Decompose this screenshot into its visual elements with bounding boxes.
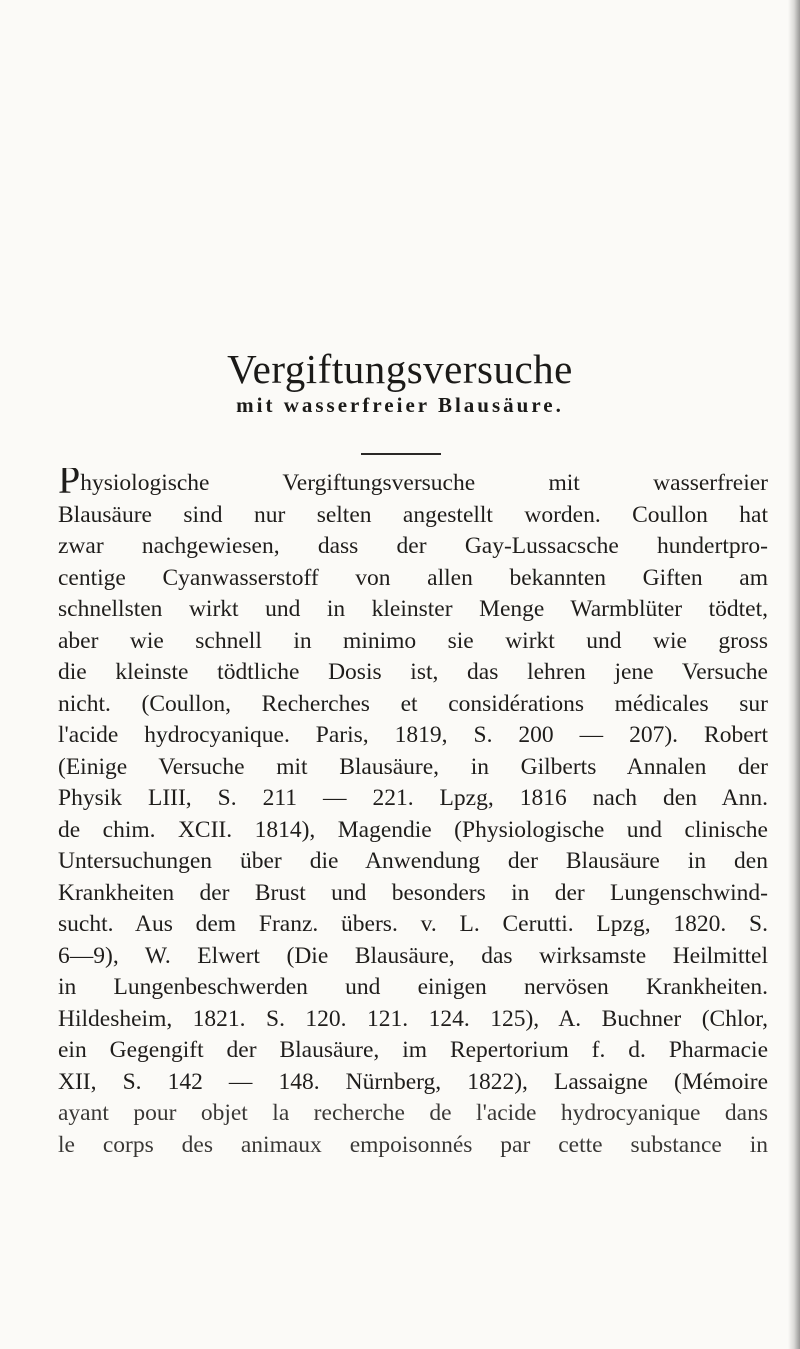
text-line-1-rest: hysiologische Vergiftungsversuche mit wasserfreier xyxy=(80,470,768,496)
text-line-7: die kleinste tödtliche Dosis ist, das lehren jene Versuche xyxy=(58,659,768,685)
text-line-21: ayant pour objet la recherche de l'acide hydrocyanique dans xyxy=(58,1100,768,1126)
text-line-10: (Einige Versuche mit Blausäure, in Gilberts Annalen der xyxy=(58,753,768,780)
text-line-6: aber wie schnell in minimo sie wirkt und wie gross xyxy=(58,627,768,654)
text-line-16: 6—9), W. Elwert (Die Blausäure, das wirksamste Heilmittel xyxy=(58,942,768,969)
text-line-22: le corps des animaux empoisonnés par cette substance in xyxy=(58,1131,768,1158)
text-line-17: in Lungenbeschwerden und einigen nervösen Krankheiten. xyxy=(58,974,768,1000)
drop-cap: P xyxy=(58,468,81,502)
section-title: Vergiftungsversuche xyxy=(227,346,573,392)
text-line-18: Hildesheim, 1821. S. 120. 121. 124. 125), A. Buchner (Chlor, xyxy=(58,1005,768,1032)
text-line-20: XII, S. 142 — 148. Nürnberg, 1822), Lassaigne (Mémoire xyxy=(58,1068,768,1095)
text-line-2: Blausäure sind nur selten angestellt worden. Coullon hat xyxy=(58,501,768,528)
text-line-15: sucht. Aus dem Franz. übers. v. L. Cerutti. Lpzg, 1820. S. xyxy=(58,911,768,937)
body-paragraph xyxy=(58,468,768,1161)
text-line-13: Untersuchungen über die Anwendung der Blausäure in den xyxy=(58,848,768,874)
text-line-5: schnellsten wirkt und in kleinster Menge Warmblüter tödtet, xyxy=(58,596,768,622)
text-line-12: de chim. XCII. 1814), Magendie (Physiologische und clinische xyxy=(58,816,768,843)
divider-rule xyxy=(361,453,441,455)
text-line-1 xyxy=(58,468,768,500)
text-line-14: Krankheiten der Brust und besonders in der Lungenschwind- xyxy=(58,879,768,906)
text-line-9: l'acide hydrocyanique. Paris, 1819, S. 200 — 207). Robert xyxy=(58,722,768,748)
text-line-3: zwar nachgewiesen, dass der Gay-Lussacsche hundertpro- xyxy=(58,533,768,559)
text-line-19: ein Gegengift der Blausäure, im Repertorium f. d. Pharmacie xyxy=(58,1037,768,1063)
text-line-8: nicht. (Coullon, Recherches et considérations médicales sur xyxy=(58,690,768,717)
page-edge-shadow xyxy=(788,0,800,1349)
text-line-4: centige Cyanwasserstoff von allen bekannten Giften am xyxy=(58,564,768,591)
section-subtitle: mit wasserfreier Blausäure. xyxy=(236,393,564,417)
text-line-11: Physik LIII, S. 211 — 221. Lpzg, 1816 nach den Ann. xyxy=(58,785,768,811)
